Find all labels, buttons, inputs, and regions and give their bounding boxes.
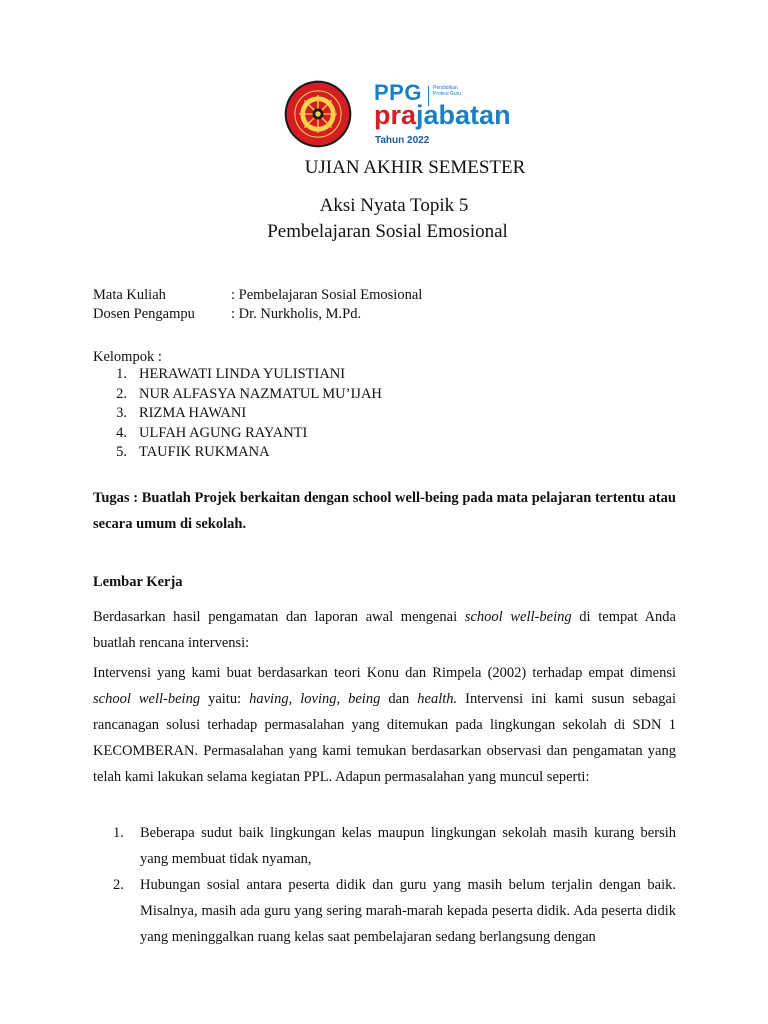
exam-title: UJIAN AKHIR SEMESTER bbox=[304, 157, 526, 178]
worksheet-heading: Lembar Kerja bbox=[93, 574, 183, 590]
subject-title: Pembelajaran Sosial Emosional bbox=[267, 221, 508, 242]
group-member-list bbox=[93, 365, 382, 463]
ppg-logo-subtitle: Pendidikan Profesi Guru bbox=[433, 85, 462, 97]
list-item: 2. Hubungan sosial antara peserta didik dan guru yang masih belum terjalin dengan baik. Misalnya, masih ada guru yang sering marah-marah kepada peserta didik. Ada peserta didik yang meninggalkan ruang kelas saat pembelajaran sedang berlangsung dengan bbox=[113, 877, 676, 945]
ppg-logo-main: prajabatan bbox=[374, 100, 511, 130]
ppg-logo-text: PPG bbox=[374, 80, 422, 105]
lecturer-value: : Dr. Nurkholis, M.Pd. bbox=[231, 306, 362, 322]
ppg-prajabatan-logo bbox=[374, 80, 524, 152]
course-value: : Pembelajaran Sosial Emosional bbox=[231, 287, 423, 303]
task-statement: Tugas : Buatlah Projek berkaitan dengan school well-being pada mata pelajaran tertentu atau secara umum di sekolah. bbox=[93, 490, 676, 532]
course-row bbox=[93, 287, 422, 304]
list-item: 1. HERAWATI LINDA YULISTIANI bbox=[116, 366, 346, 382]
lecturer-label: Dosen Pengampu bbox=[93, 306, 195, 322]
topic-title: Aksi Nyata Topik 5 bbox=[319, 195, 469, 216]
ppg-logo-year: Tahun 2022 bbox=[375, 135, 430, 146]
list-item: 2. NUR ALFASYA NAZMATUL MU’IJAH bbox=[116, 385, 382, 402]
group-label: Kelompok : bbox=[93, 349, 162, 365]
list-item: 3. RIZMA HAWANI bbox=[116, 405, 247, 421]
university-seal-logo bbox=[284, 80, 352, 148]
issue-list bbox=[93, 820, 676, 950]
list-item: 5. TAUFIK RUKMANA bbox=[116, 444, 270, 460]
worksheet-paragraph-1: Berdasarkan hasil pengamatan dan laporan awal mengenai school well-being di tempat Anda buatlah rencana intervensi: bbox=[93, 609, 676, 651]
course-label: Mata Kuliah bbox=[93, 287, 166, 303]
lecturer-row bbox=[93, 306, 361, 323]
list-item: 1. Beberapa sudut baik lingkungan kelas maupun lingkungan sekolah masih kurang bersih yang membuat tidak nyaman, bbox=[113, 825, 676, 867]
worksheet-paragraph-2: Intervensi yang kami buat berdasarkan teori Konu dan Rimpela (2002) terhadap empat dimensi school well-being yaitu: having, loving, being dan health. Intervensi ini kami susun sebagai rancanagan solusi terhadap permasalahan yang ditemukan pada lingkungan sekolah di SDN 1 KECOMBERAN. Permasalahan yang kami temukan berdasarkan observasi dan pengamatan yang telah kami lakukan selama kegiatan PPL. Adapun permasalahan yang muncul seperti: bbox=[93, 665, 677, 785]
list-item: 4. ULFAH AGUNG RAYANTI bbox=[116, 424, 308, 441]
